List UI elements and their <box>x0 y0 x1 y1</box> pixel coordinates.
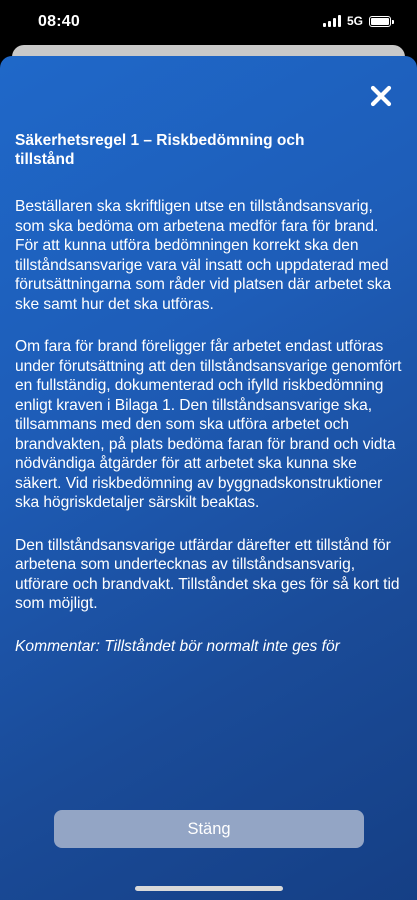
rule-paragraph: Om fara för brand föreligger får arbetet endast utföras under förutsättning att den tillståndsansvarige genomfört en fullständig, dokumenterad och ifylld riskbedömning enligt kraven i Bilaga 1. Den tillståndsansvarige ska, tillsammans med den som ska utföra arbetet och brandvakten, på plats bedöma faran för brand och vidta nödvändiga åtgärder för att arbetet ska kunna ske säkert. Vid riskbedömning av byggnadskonstruktioner ska högriskdetaljer särskilt beaktas. <box>15 338 402 511</box>
home-indicator <box>135 886 283 891</box>
status-indicators <box>323 14 391 28</box>
close-button[interactable]: Stäng <box>54 810 364 848</box>
status-bar <box>0 0 417 48</box>
rule-comment: Kommentar: Tillståndet bör normalt inte ges för <box>15 637 340 655</box>
rule-title: Säkerhetsregel 1 – Riskbedömning och tillstånd <box>15 132 305 168</box>
network-type: 5G <box>346 14 363 28</box>
rule-content <box>15 131 403 656</box>
rule-paragraph: Den tillståndsansvarige utfärdar därefter ett tillstånd för arbetena som undertecknas av tillståndsansvarig, utförare och brandvakt. Tillståndet ska ges för så kort tid som möjligt. <box>15 536 400 612</box>
rule-paragraph: Beställaren ska skriftligen utse en tillståndsansvarig, som ska bedöma om arbetena medför fara för brand. För att kunna utföra bedömningen korrekt ska den tillståndsansvarige vara väl insatt och uppdaterad med förutsättningarna som råder vid platsen där arbetet ska ske samt hur det ska utföras. <box>15 198 392 313</box>
rule-sheet <box>0 56 417 900</box>
close-icon[interactable] <box>369 84 393 108</box>
status-time: 08:40 <box>38 13 80 30</box>
signal-icon <box>323 15 341 27</box>
battery-fill <box>371 18 389 25</box>
battery-icon <box>369 16 391 27</box>
